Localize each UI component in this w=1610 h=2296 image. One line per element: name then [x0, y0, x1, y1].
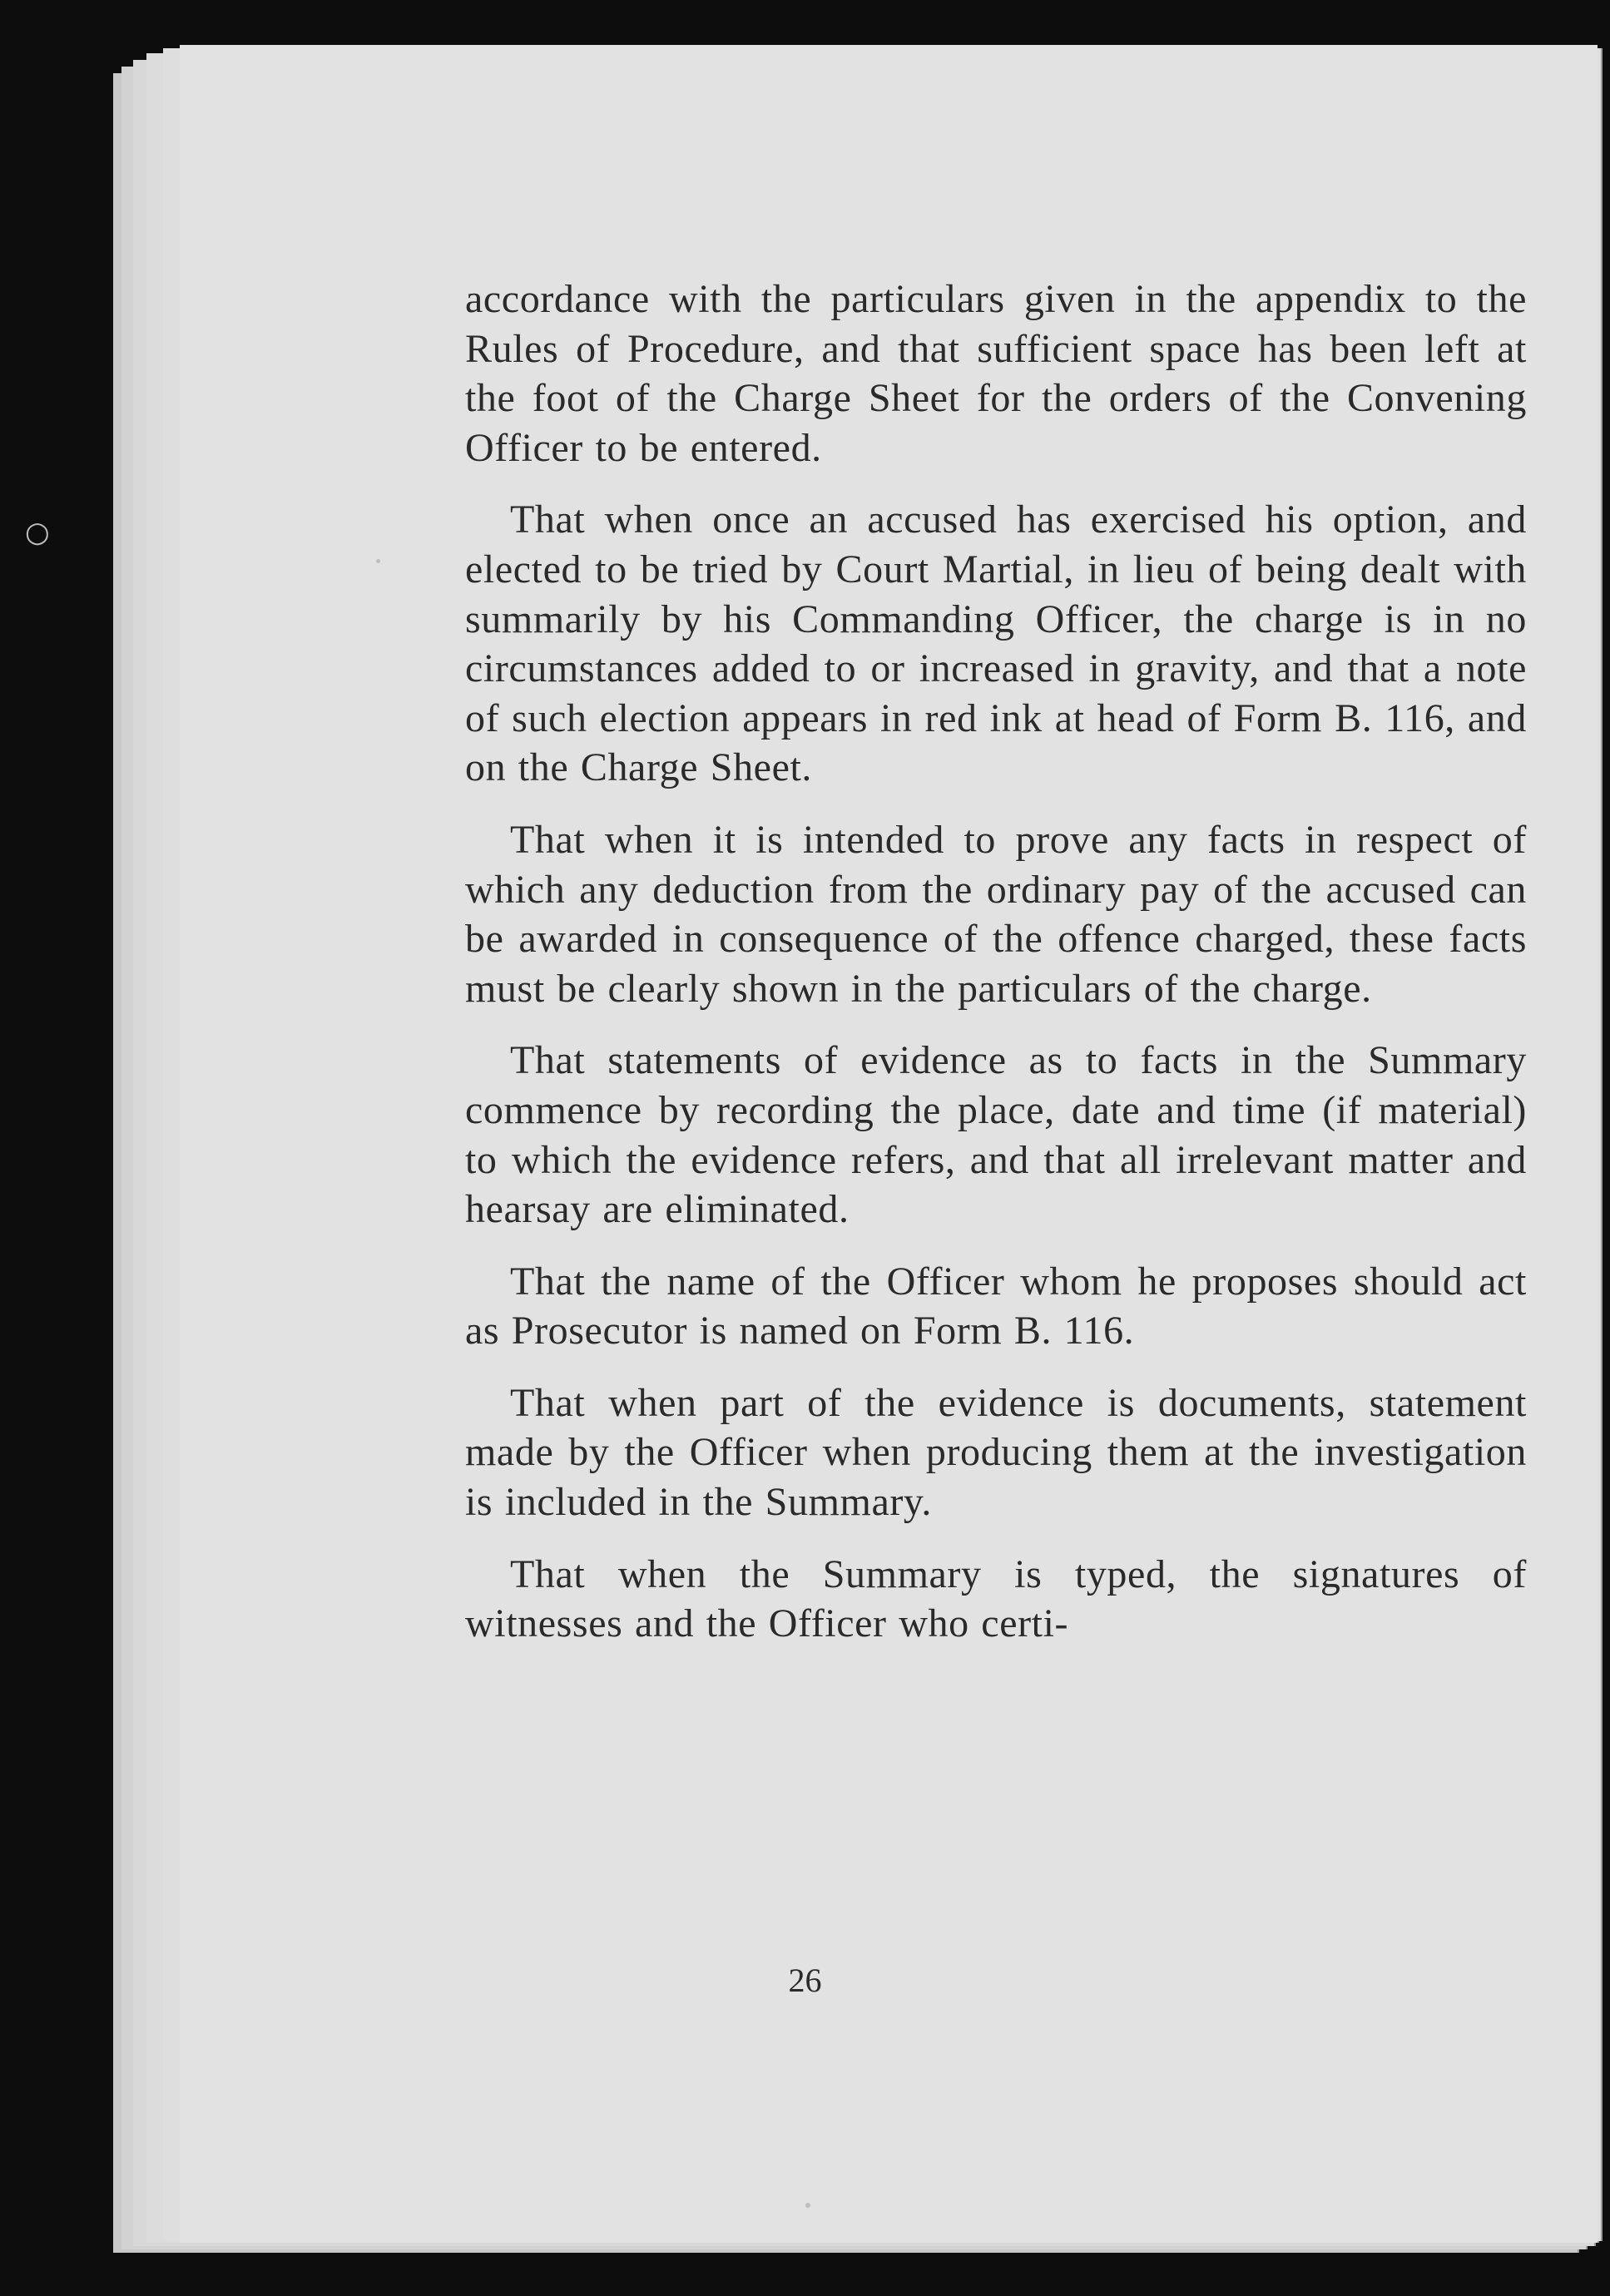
paragraph: That the name of the Officer whom he proposes should act as Prosecutor is named on Form B. 116.	[465, 1259, 1527, 1353]
scan-mark: ○	[25, 516, 50, 549]
paragraph: That when the Summary is typed, the signatures of witnesses and the Officer who certi-	[465, 1551, 1527, 1646]
paragraph: That when part of the evidence is documents, statement made by the Officer when producing them at the investigation is included in the Summary.	[465, 1380, 1527, 1525]
page-number: 26	[788, 1962, 822, 1999]
body-text	[465, 275, 1527, 1649]
paragraph: That when it is intended to prove any facts in respect of which any deduction from the ordinary pay of the accused can be awarded in consequence of the offence charged, these facts must be clearly shown in the particulars of the charge.	[465, 817, 1527, 1011]
dust-speck	[376, 559, 380, 563]
paragraph: That when once an accused has exercised his option, and elected to be tried by Court Martial, in lieu of being dealt with summarily by his Commanding Officer, the charge is in no circumstances added to or increased in gravity, and that a note of such election appears in red ink at head of Form B. 116, and on the Charge Sheet.	[465, 497, 1527, 790]
dust-speck	[805, 2203, 810, 2208]
paragraph-continued: accordance with the particulars given in the appendix to the Rules of Procedure, and that sufficient space has been left at the foot of the Charge Sheet for the orders of the Convening Officer to be entered.	[465, 277, 1527, 470]
paragraph: That statements of evidence as to facts in the Summary commence by recording the place, date and time (if material) to which the evidence refers, and that all irrelevant matter and hearsay are eliminated.	[465, 1038, 1527, 1232]
